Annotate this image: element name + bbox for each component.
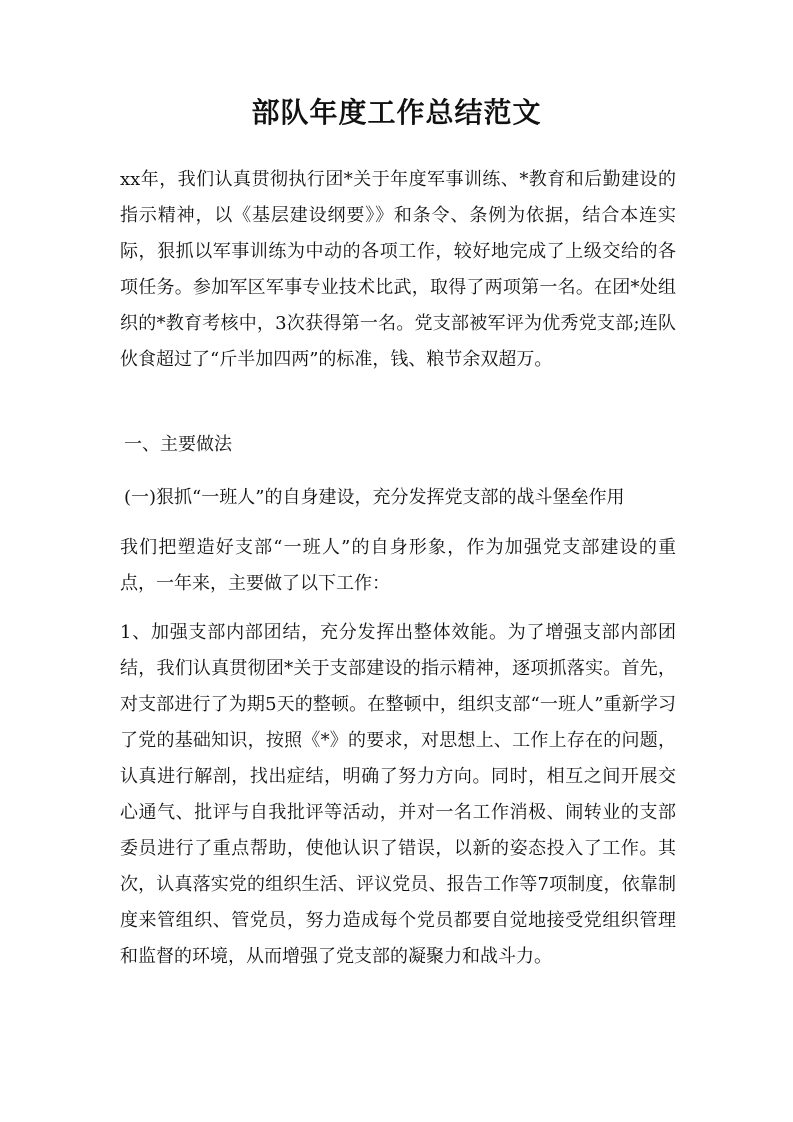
body-paragraph: 我们把塑造好支部“一班人”的自身形象，作为加强党支部建设的重点，一年来，主要做了以下工作： — [120, 537, 676, 594]
document-title: 部队年度工作总结范文 — [251, 96, 542, 129]
subsection-heading: (一)狠抓“一班人”的自身建设，充分发挥党支部的战斗堡垒作用 — [124, 487, 625, 508]
intro-paragraph: xx年，我们认真贯彻执行团*关于年度军事训练、*教育和后勤建设的指示精神，以《基层建设纲要》》和条令、条例为依据，结合本连实际，狠抓以军事训练为中动的各项工作，较好地完成了上级交给的各项任务。参加军区军事专业技术比武，取得了两项第一名。在团*处组织的*教育考核中，3次获得第一名。党支部被军评为优秀党支部;连队伙食超过了“斤半加四两”的标准，钱、粮节余双超万。 — [120, 169, 676, 370]
section-heading: 一、主要做法 — [124, 434, 232, 455]
body-paragraph: 1、加强支部内部团结，充分发挥出整体效能。为了增强支部内部团结，我们认真贯彻团*关于支部建设的指示精神，逐项抓落实。首先，对支部进行了为期5天的整顿。在整顿中，组织支部“一班人”重新学习了党的基础知识，按照《*》的要求，对思想上、工作上存在的问题，认真进行解剖，找出症结，明确了努力方向。同时，相互之间开展交心通气、批评与自我批评等活动，并对一名工作消极、闹转业的支部委员进行了重点帮助，使他认识了错误，以新的姿态投入了工作。其次，认真落实党的组织生活、评议党员、报告工作等7项制度，依靠制度来管组织、管党员，努力造成每个党员都要自觉地接受党组织管理和监督的环境，从而增强了党支部的凝聚力和战斗力。 — [120, 622, 676, 967]
